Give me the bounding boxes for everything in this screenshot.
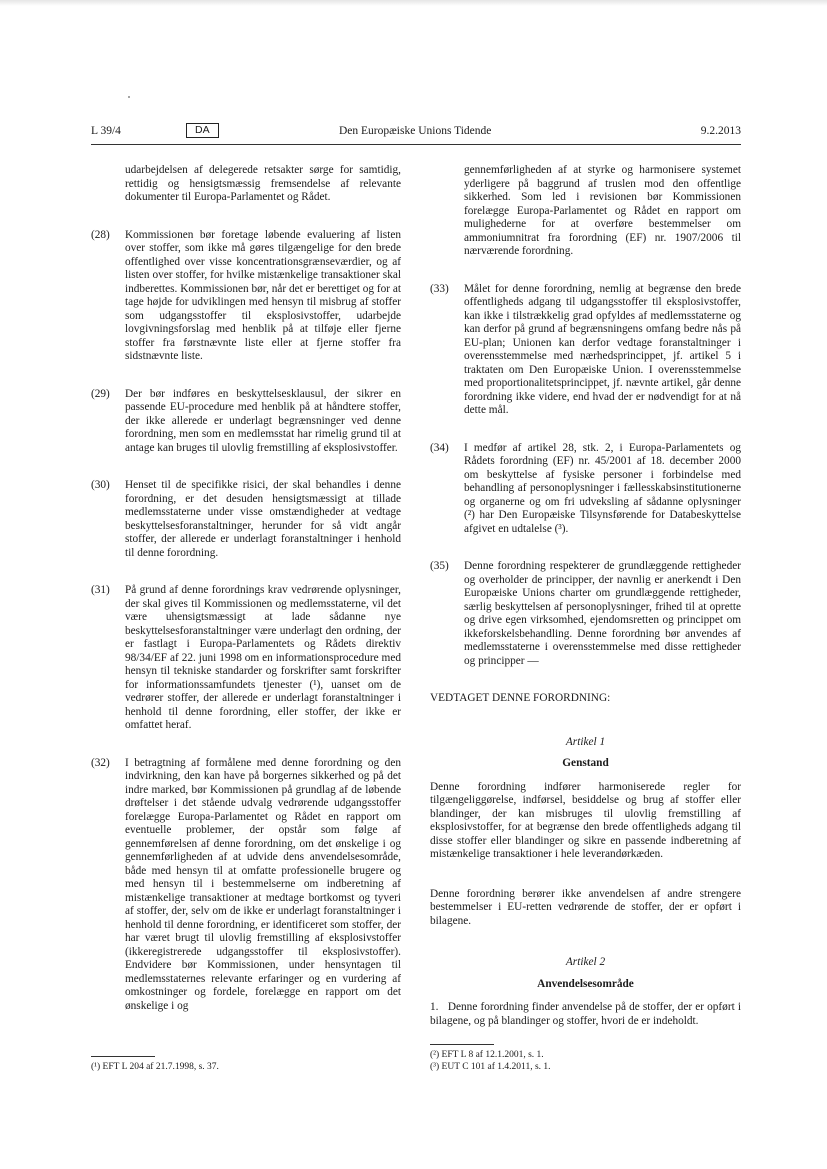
recital-33 <box>430 283 741 418</box>
article-1-title: Genstand <box>562 757 609 769</box>
recital-text: Henset til de specifikke risici, der skal behandles i denne forordning, er det desuden hensigtsmæssigt at tillade medlemsstaterne under visse omstændigheder at vedtage beskyttelsesforanstaltninger, herunder for så vidt angår stoffer, der allerede er underlagt foranstaltninger i henhold til denne forordning. <box>125 479 401 559</box>
recital-34 <box>430 442 741 537</box>
recital-text: Kommissionen bør foretage løbende evaluering af listen over stoffer, som ikke må gøres tilgængelige for den brede offentlighed over visse koncentrationsgrænseværdier, og af listen over stoffer, for hvilke mistænkelige transaktioner skal indberettes. Kommissionen bør, når det er berettiget og for at tage højde for udviklingen med hensyn til misbrug af stoffer som udgangsstoffer til eksplosivstoffer, udarbejde lovgivningsforslag med henblik på at tilføje eller fjerne stoffer fra førstnævnte liste eller at fjerne stoffer fra sidstnævnte liste. <box>125 228 401 362</box>
header-rule <box>91 144 741 145</box>
article-2-title: Anvendelsesområde <box>537 977 634 990</box>
recital-text: Denne forordning respekterer de grundlæggende rettigheder og overholder de principper, der navnlig er anerkendt i Den Europæiske Unions charter om grundlæggende rettigheder, særlig beskyttelsen af personoplysninger, frihed til at oprette og drive egen virksomhed, ejendomsretten og princippet om ikkeforskelsbehandling. Denne forordning bør anvendes af medlemsstaterne i overensstemmelse med disse rettigheder og principper — <box>464 560 741 667</box>
recital-29 <box>91 388 401 456</box>
journal-title: Den Europæiske Unions Tidende <box>339 125 492 137</box>
footnote-rule <box>430 1044 494 1045</box>
language-badge: DA <box>186 123 219 138</box>
adoption-formula: VEDTAGET DENNE FORORDNING: <box>430 692 611 704</box>
continuation-text: udarbejdelsen af delegerede retsakter sørge for samtidig, rettidig og hensigtsmæssig fremsendelse af relevante dokumenter til Europa-Parlamentet og Rådet. <box>125 164 401 203</box>
footnote-rule <box>91 1056 155 1057</box>
article-1-paragraph-2: Denne forordning berører ikke anvendelsen af andre strengere bestemmelser i EU-retten vedrørende de stoffer, der er opført i bilagene. <box>430 887 741 927</box>
recital-text: I medfør af artikel 28, stk. 2, i Europa-Parlamentets og Rådets forordning (EF) nr. 45/2001 af 18. december 2000 om beskyttelse af fysiske personer i forbindelse med behandling af personoplysninger i fællesskabsinstitutionerne og organerne og om fri udveksling af sådanne oplysninger (²) har Den Europæiske Tilsynsførende for Databeskyttelse afgivet en udtalelse (³). <box>464 441 741 535</box>
recital-31 <box>91 584 401 733</box>
right-column <box>430 164 744 1054</box>
recital-text: Der bør indføres en beskyttelsesklausul, der sikrer en passende EU-procedure med henblik på at håndtere stoffer, der ikke allerede er underlagt begrænsninger ved denne forordning, men som en medlemsstat har rimelig grund til at antage kan bruges til ulovlig fremstilling af eksplosivstoffer. <box>125 387 401 454</box>
publication-date: 9.2.2013 <box>700 125 741 137</box>
page-reference: L 39/4 <box>91 125 121 137</box>
recital-number: (33) <box>430 282 449 295</box>
footnote-2: (²) EFT L 8 af 12.1.2001, s. 1. <box>430 1050 544 1060</box>
footnote-3: (³) EUT C 101 af 1.4.2011, s. 1. <box>430 1062 551 1072</box>
recital-number: (30) <box>91 479 110 491</box>
article-1-number: Artikel 1 <box>565 735 606 748</box>
recital-text: På grund af denne forordnings krav vedrørende oplysninger, der skal gives til Kommissionen og medlemsstaterne, vil det være uhensigtsmæssigt at lade sådanne nye beskyttelsesforanstaltninger være underlagt den ordning, der er fastlagt i Europa-Parlamentets og Rådets direktiv 98/34/EF af 22. juni 1998 om en informationsprocedure med hensyn til tekniske standarder og forskrifter samt forskrifter for informationssamfundets tjenester (¹), uanset om de vedrører stoffer, der allerede er underlagt foranstaltninger i henhold til denne forordning, eller stoffer, der ikke er omfattet heraf. <box>125 584 401 731</box>
scan-speck <box>128 96 130 98</box>
article-2-number: Artikel 2 <box>565 956 606 968</box>
article-2-paragraph-1: 1. Denne forordning finder anvendelse på de stoffer, der er opført i bilagene, og på blandinger og stoffer, hvori de er indeholdt. <box>430 1001 744 1027</box>
recital-32 <box>91 757 401 1014</box>
scan-edge <box>0 0 827 6</box>
footnote-1: (¹) EFT L 204 af 21.7.1998, s. 37. <box>91 1062 219 1072</box>
recital-text: I betragtning af formålene med denne forordning og den indvirkning, den kan have på borgernes sikkerhed og på det indre marked, bør Kommissionen på grundlag af de løbende drøftelser i det stående udvalg vedrørende udgangsstoffer forelægge Europa-Parlamentet og Rådet en rapport om eventuelle problemer, der opstår som følge af gennemførelsen af denne forordning, om det ønskelige i og gennemførligheden af at udvide dens anvendelsesområde, både med hensyn til at omfatte professionelle brugere og med hensyn til i bestemmelserne om indberetning af mistænkelige transaktioner at medtage bortkomst og tyveri af stoffer, der, selv om de ikke er underlagt foranstaltninger i henhold til denne forordning, er identificeret som stoffer, der har været brugt til ulovlig fremstilling af eksplosivstoffer (ikkeregistrerede udgangsstoffer til eksplosivstoffer). Endvidere bør Kommissionen, under hensyntagen til medlemsstaternes relevante erfaringer og en vurdering af omkostninger og fordele, forelægge en rapport om det ønskelige i og <box>125 756 401 1012</box>
recital-text: Målet for denne forordning, nemlig at begrænse den brede offentligheds adgang til udgangsstoffer til eksplosivstoffer, kan ikke i tilstrækkelig grad opfyldes af medlemsstaterne og kan derfor på grund af begrænsningens omfang bedre nås på EU-plan; Unionen kan derfor vedtage foranstaltninger i overensstemmelse med nærhedsprincippet, jf. artikel 5 i traktaten om Den Europæiske Union. I overensstemmelse med proportionalitetsprincippet, jf. nævnte artikel, går denne forordning ikke videre, end hvad der er nødvendigt for at nå dette mål. <box>464 282 741 416</box>
continuation-text: gennemførligheden af at styrke og harmonisere systemet yderligere på baggrund af truslen mod den offentlige sikkerhed. Som led i revisionen bør Kommissionen forelægge Europa-Parlamentet og Rådet en rapport om mulighederne for at overføre bestemmelser om ammoniumnitrat fra forordning (EF) nr. 1907/2006 til nærværende forordning. <box>464 164 741 257</box>
recital-number: (34) <box>430 441 449 454</box>
recital-number: (35) <box>430 560 449 572</box>
recital-number: (28) <box>91 228 110 241</box>
page-header <box>91 125 741 141</box>
recital-30 <box>91 479 401 560</box>
article-1-paragraph-1: Denne forordning indfører harmoniserede regler for tilgængeliggørelse, indførsel, besiddelse og brug af stoffer eller blandinger, der kan misbruges til ulovlig fremstilling af eksplosivstoffer, for at begrænse den brede offentligheds adgang til disse stoffer eller blandinger og sikre en passende indberetning af mistænkelige transaktioner i hele leverandørkæden. <box>430 780 741 860</box>
recital-35 <box>430 560 741 668</box>
left-column <box>91 164 401 1037</box>
recital-28 <box>91 229 401 364</box>
recital-number: (31) <box>91 584 110 596</box>
recital-number: (29) <box>91 387 110 400</box>
recital-number: (32) <box>91 756 110 769</box>
